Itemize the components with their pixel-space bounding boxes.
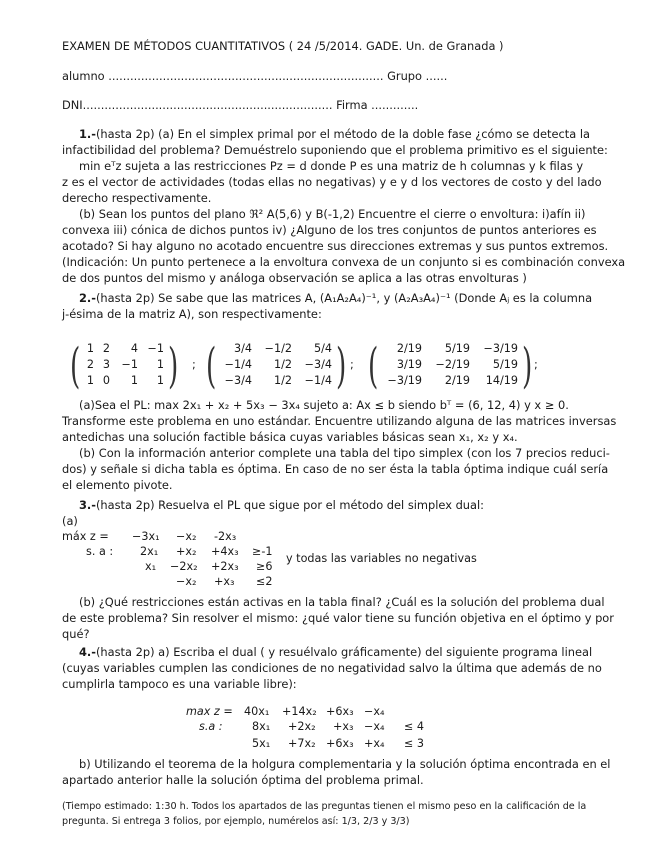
lp-row-label: s.a : — [199, 720, 223, 733]
lp-relation: ≤ 4 — [404, 720, 425, 733]
left-paren: ( — [70, 338, 81, 394]
q1-line: convexa iii) cónica de dichos puntos iv) ¿Alguno de los tres conjuntos de puntos anteriores es — [62, 223, 597, 237]
matrix-cell: −3/19 — [387, 374, 422, 387]
lp-term: 2x₁ — [140, 545, 159, 558]
q3-part-b-line: (b) ¿Qué restricciones están activas en la tabla final? ¿Cuál es la solución del problema dual — [79, 595, 605, 609]
matrix-cell: −1/4 — [304, 374, 332, 387]
lp-term: +7x₂ — [288, 737, 316, 750]
dni-signature-line: DNI..................................................................... Firma ............. — [62, 98, 419, 112]
matrix-cell: 1 — [156, 374, 164, 387]
left-paren: ( — [368, 338, 379, 394]
right-paren: ) — [168, 338, 179, 394]
lp-term: +6x₃ — [326, 737, 354, 750]
matrix-cell: 3/19 — [396, 358, 422, 371]
q3-part-a-label: (a) — [62, 514, 78, 528]
q1-line: 1.-(hasta 2p) (a) En el simplex primal por el método de la doble fase ¿cómo se detecta la — [79, 127, 590, 141]
q3-part-b-line: qué? — [62, 627, 90, 641]
matrix-cell: 0 — [102, 374, 110, 387]
q1-line: infactibilidad del problema? Demuéstrelo suponiendo que el problema primitivo es el siguiente: — [62, 143, 608, 157]
q4-intro-line: (cuyas variables cumplen las condiciones de no negatividad salvo la última que además de no — [62, 661, 602, 675]
lp-term: +x₃ — [333, 720, 354, 733]
matrix-cell: −3/4 — [224, 374, 252, 387]
q2-intro-line: j-ésima de la matriz A), son respectivamente: — [62, 307, 322, 321]
q2-part-b-line: el elemento pivote. — [62, 478, 173, 492]
matrix-cell: 1 — [86, 374, 94, 387]
exam-title: EXAMEN DE MÉTODOS CUANTITATIVOS ( 24 /5/2014. GADE. Un. de Granada ) — [62, 39, 504, 53]
lp-term: +x₂ — [176, 545, 197, 558]
footer-note-line: pregunta. Si entrega 3 folios, por ejemplo, numérelos así: 1/3, 2/3 y 3/3) — [62, 816, 410, 827]
matrix-cell: 2/19 — [396, 342, 422, 355]
q1-line: z es el vector de actividades (todas ellas no negativas) y e y d los vectores de costo y del lado — [62, 175, 602, 189]
matrix-inv-a2a3a4 — [368, 338, 533, 394]
lp-relation: ≥-1 — [252, 545, 273, 558]
matrix-separator: ; — [192, 358, 196, 371]
lp-term: +14x₂ — [282, 705, 317, 718]
matrix-cell: −3/4 — [304, 358, 332, 371]
q4-intro-line: cumplirla tampoco es una variable libre): — [62, 677, 297, 691]
matrix-cell: 1/2 — [273, 358, 292, 371]
matrix-cell: −1 — [147, 342, 164, 355]
q1-line: min eᵀz sujeta a las restricciones Pz = d donde P es una matriz de h columnas y k filas y — [79, 159, 584, 173]
matrix-cell: 2 — [86, 358, 94, 371]
q2-part-b-line: dos) y señale si dicha tabla es óptima. En caso de no ser ésta la tabla óptima indique cuál sería — [62, 462, 609, 476]
lp-row-label: s. a : — [86, 545, 114, 558]
question-number: 3.- — [79, 498, 96, 512]
matrix-cell: −1/2 — [264, 342, 292, 355]
lp-term: −2x₂ — [170, 560, 198, 573]
matrix-cell: 2 — [102, 342, 110, 355]
matrix-cell: 4 — [130, 342, 138, 355]
matrix-cell: 3 — [102, 358, 110, 371]
lp-relation: ≥6 — [256, 560, 273, 573]
lp-term: 40x₁ — [244, 705, 270, 718]
right-paren: ) — [336, 338, 347, 394]
lp-term: +x₃ — [214, 575, 235, 588]
matrix-cell: 5/19 — [444, 342, 470, 355]
q2-part-a-line: (a)Sea el PL: max 2x₁ + x₂ + 5x₃ − 3x₄ sujeto a: Ax ≤ b siendo bᵀ = (6, 12, 4) y x ≥ 0. — [79, 398, 569, 412]
matrix-cell: 1 — [156, 358, 164, 371]
q2-part-a-line: antedichas una solución factible básica cuyas variables básicas sean x₁, x₂ y x₄. — [62, 430, 518, 444]
lp-term: x₁ — [145, 560, 157, 573]
matrix-cell: 3/4 — [233, 342, 252, 355]
matrix-inv-a1a2a4 — [206, 338, 347, 394]
matrix-cell: 5/4 — [313, 342, 332, 355]
matrix-cell: −2/19 — [435, 358, 470, 371]
q1-line: (b) Sean los puntos del plano ℜ² A(5,6) y B(-1,2) Encuentre el cierre o envoltura: i)afín ii) — [79, 207, 586, 221]
matrix-separator: ; — [534, 358, 538, 371]
q1-line: derecho respectivamente. — [62, 191, 212, 205]
matrix-cell: −1/4 — [224, 358, 252, 371]
q4-intro-line: 4.-(hasta 2p) a) Escriba el dual ( y resuélvalo gráficamente) del siguiente programa lineal — [79, 645, 593, 659]
matrix-cell: 1 — [130, 374, 138, 387]
lp-term: +x₄ — [364, 737, 385, 750]
q1-line: de dos puntos del mismo y análoga observación se aplica a las otras envolturas ) — [62, 271, 527, 285]
q2-intro-line: 2.-(hasta 2p) Se sabe que las matrices A, (A₁A₂A₄)⁻¹, y (A₂A₃A₄)⁻¹ (Donde Aⱼ es la columna — [79, 291, 593, 305]
lp-term: 8x₁ — [252, 720, 271, 733]
matrix-cell: −3/19 — [483, 342, 518, 355]
q3-part-b-line: de este problema? Sin resolver el mismo: ¿qué valor tiene su función objetiva en el óptimo y por — [62, 611, 614, 625]
matrix-a — [70, 338, 190, 394]
lp-nonneg-note: y todas las variables no negativas — [286, 552, 477, 565]
lp-term: +4x₃ — [211, 545, 239, 558]
lp-term: −x₄ — [364, 720, 385, 733]
q1-line: acotado? Si hay alguno no acotado encuentre sus direcciones extremas y sus puntos extremos. — [62, 239, 609, 253]
q3-intro: 3.-(hasta 2p) Resuelva el PL que sigue por el método del simplex dual: — [79, 498, 485, 512]
left-paren: ( — [206, 338, 217, 394]
lp-term: −x₂ — [176, 530, 197, 543]
matrix-separator: ; — [350, 358, 354, 371]
lp-relation: ≤2 — [256, 575, 273, 588]
q4-part-b-line: apartado anterior halle la solución óptima del problema primal. — [62, 773, 424, 787]
footer-note-line: (Tiempo estimado: 1:30 h. Todos los apartados de las preguntas tienen el mismo peso en la calificación de la — [62, 801, 587, 812]
question-number: 4.- — [79, 645, 96, 659]
right-paren: ) — [522, 338, 533, 394]
lp-term: −x₂ — [176, 575, 197, 588]
lp-term: −3x₁ — [132, 530, 160, 543]
matrix-cell: 5/19 — [492, 358, 518, 371]
lp-term: +2x₃ — [211, 560, 239, 573]
matrix-cell: 2/19 — [444, 374, 470, 387]
matrix-cell: −1 — [121, 358, 138, 371]
question-number: 2.- — [79, 291, 96, 305]
lp-term: +6x₃ — [326, 705, 354, 718]
lp-term: -2x₃ — [214, 530, 237, 543]
lp-term: 5x₁ — [252, 737, 271, 750]
matrix-cell: 1/2 — [273, 374, 292, 387]
matrix-cell: 1 — [86, 342, 94, 355]
q4-part-b-line: b) Utilizando el teorema de la holgura complementaria y la solución óptima encontrada en el — [79, 757, 611, 771]
q1-line: (Indicación: Un punto pertenece a la envoltura convexa de un conjunto si es combinación convexa — [62, 255, 626, 269]
matrix-cell: 14/19 — [485, 374, 518, 387]
lp-term: +2x₂ — [288, 720, 316, 733]
lp-term: −x₄ — [364, 705, 385, 718]
lp-relation: ≤ 3 — [404, 737, 425, 750]
lp-row-label: máx z = — [62, 530, 109, 543]
lp-row-label: max z = — [186, 705, 233, 718]
q2-part-b-line: (b) Con la información anterior complete una tabla del tipo simplex (con los 7 precios reduci- — [79, 446, 610, 460]
q2-part-a-line: Transforme este problema en uno estándar. Encuentre utilizando alguna de las matrices inversas — [62, 414, 617, 428]
question-number: 1.- — [79, 127, 96, 141]
student-name-line: alumno ............................................................................ Grupo ...... — [62, 69, 448, 83]
